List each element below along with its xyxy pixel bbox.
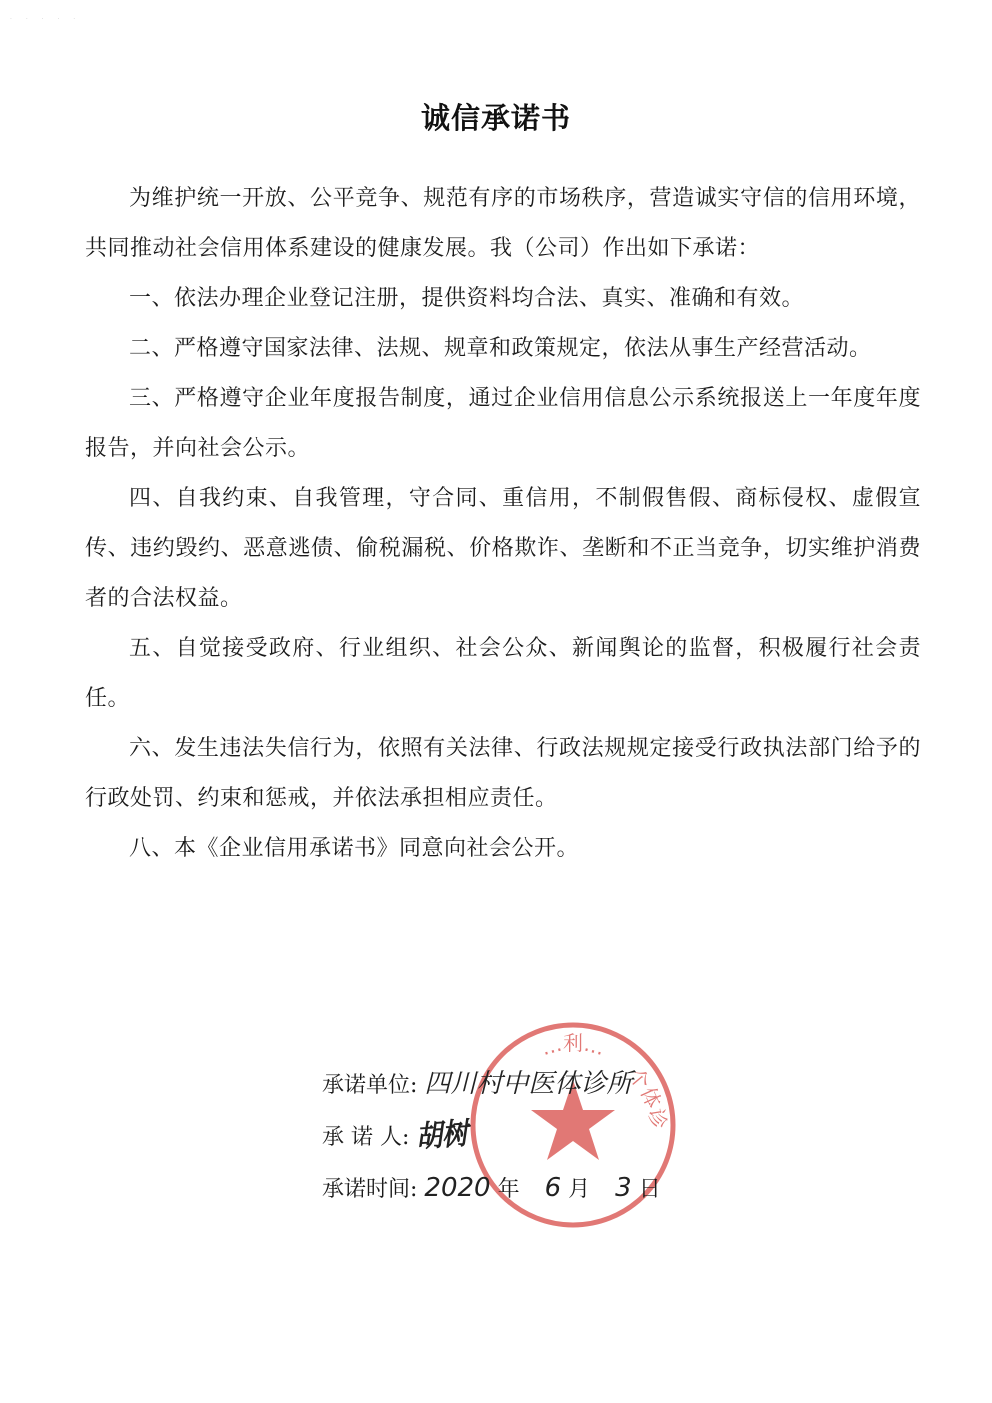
unit-handwritten: 四川村中医体诊所	[424, 1069, 633, 1099]
paragraph-item-3: 三、严格遵守企业年度报告制度，通过企业信用信息公示系统报送上一年度年度报告，并向社会公示。	[85, 386, 921, 461]
unit-label: 承诺单位:	[322, 1073, 418, 1098]
scan-marks: . . . . .	[10, 14, 82, 21]
document-title: 诚信承诺书	[420, 101, 571, 135]
signature-block	[322, 1058, 661, 1214]
date-year: 2020	[424, 1173, 491, 1203]
person-label: 承 诺 人:	[322, 1125, 410, 1150]
paragraph-item-1: 一、依法办理企业登记注册，提供资料均合法、真实、准确和有效。	[129, 286, 805, 311]
seal-top-text: …利…	[538, 1031, 608, 1061]
paragraph-item-8: 八、本《企业信用承诺书》同意向社会公开。	[129, 836, 580, 861]
paragraph-item-6: 六、发生违法失信行为，依照有关法律、行政法规规定接受行政执法部门给予的行政处罚、约束和惩戒，并依法承担相应责任。	[85, 736, 921, 811]
year-char: 年	[497, 1177, 520, 1202]
paragraph-item-2: 二、严格遵守国家法律、法规、规章和政策规定，依法从事生产经营活动。	[129, 336, 872, 361]
date-label: 承诺时间:	[322, 1177, 418, 1202]
document-body	[85, 174, 921, 874]
paragraph-item-4: 四、自我约束、自我管理，守合同、重信用，不制假售假、商标侵权、虚假宣传、违约毁约、恶意逃债、偷税漏税、价格欺诈、垄断和不正当竞争，切实维护消费者的合法权益。	[85, 486, 921, 611]
date-day: 3	[615, 1173, 632, 1203]
signature-date-row	[322, 1162, 661, 1214]
paragraph-item-5: 五、自觉接受政府、行业组织、社会公众、新闻舆论的监督，积极履行社会责任。	[85, 636, 921, 711]
signature-person-row	[322, 1110, 661, 1162]
seal-side-text: 个体诊	[623, 1063, 671, 1131]
paragraph-intro: 为维护统一开放、公平竞争、规范有序的市场秩序，营造诚实守信的信用环境，共同推动社会信用体系建设的健康发展。我（公司）作出如下承诺：	[85, 186, 921, 261]
date-month: 6	[544, 1173, 562, 1203]
signature-unit-row	[322, 1058, 661, 1110]
person-signature: 胡树	[415, 1116, 470, 1156]
month-char: 月	[568, 1177, 591, 1202]
day-char: 日	[638, 1177, 661, 1202]
